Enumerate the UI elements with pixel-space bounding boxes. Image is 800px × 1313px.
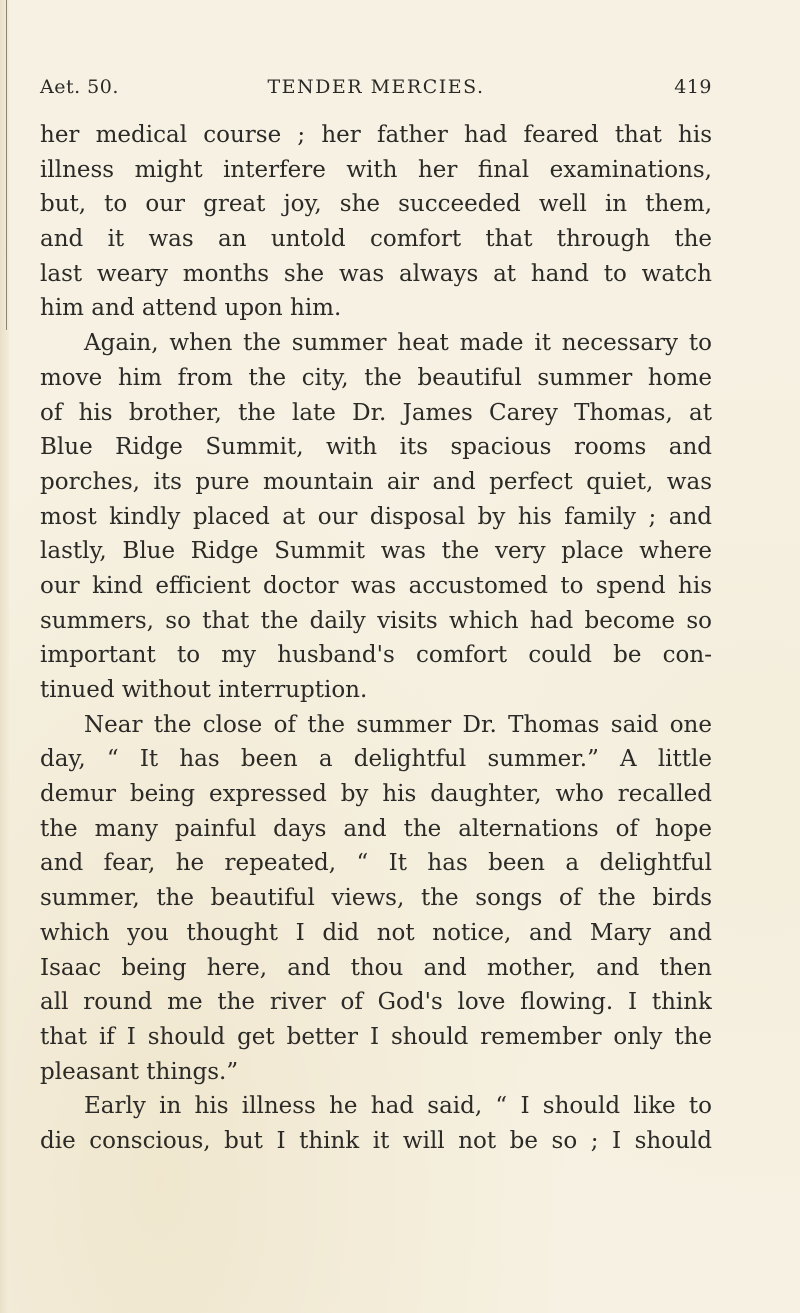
- text-line: and it was an untold comfort that through the: [40, 226, 712, 253]
- page-binding-edge: [0, 0, 9, 1313]
- text-line: the many painful days and the alternations of hope: [40, 815, 712, 842]
- text-line: day, “ It has been a delightful summer.” A little: [40, 746, 712, 773]
- text-line: Near the close of the summer Dr. Thomas said one: [84, 711, 712, 738]
- text-line: lastly, Blue Ridge Summit was the very place where: [40, 538, 712, 565]
- text-line: summers, so that the daily visits which had become so: [40, 607, 712, 634]
- header-chapter-title: TENDER MERCIES.: [267, 76, 485, 98]
- text-line: tinued without interruption.: [40, 677, 368, 703]
- text-line: him and attend upon him.: [40, 295, 342, 322]
- text-line: which you thought I did not notice, and Mary and: [40, 919, 712, 946]
- text-line: but, to our great joy, she succeeded well in them,: [40, 191, 712, 218]
- header-age-note: Aet. 50.: [40, 76, 119, 98]
- text-line: illness might interfere with her final examinations,: [40, 156, 712, 183]
- text-line: Blue Ridge Summit, with its spacious rooms and: [40, 434, 712, 461]
- binding-shadow-line: [6, 0, 7, 330]
- text-line: most kindly placed at our disposal by his family ; and: [40, 503, 712, 530]
- text-line: our kind efficient doctor was accustomed to spend his: [40, 572, 712, 599]
- text-line: demur being expressed by his daughter, who recalled: [40, 781, 712, 808]
- text-line: Isaac being here, and thou and mother, and then: [40, 954, 712, 981]
- page-number: 419: [674, 76, 712, 98]
- text-line: Again, when the summer heat made it necessary to: [84, 330, 712, 357]
- text-line: summer, the beautiful views, the songs of the birds: [40, 885, 712, 912]
- text-line: all round me the river of God's love flowing. I think: [40, 989, 712, 1016]
- body-text: [40, 118, 712, 1159]
- running-header: [40, 76, 712, 106]
- text-line: last weary months she was always at hand to watch: [40, 260, 712, 287]
- text-line: her medical course ; her father had feared that his: [40, 122, 712, 148]
- text-line: that if I should get better I should remember only the: [40, 1023, 712, 1050]
- text-line: move him from the city, the beautiful summer home: [40, 364, 712, 391]
- text-line: Early in his illness he had said, “ I should like to: [84, 1093, 712, 1120]
- text-line: and fear, he repeated, “ It has been a delightful: [40, 850, 712, 877]
- text-line: porches, its pure mountain air and perfect quiet, was: [40, 468, 712, 495]
- text-line: die conscious, but I think it will not be so ; I should: [40, 1127, 712, 1154]
- text-line: of his brother, the late Dr. James Carey Thomas, at: [40, 399, 712, 426]
- text-line: pleasant things.”: [40, 1058, 239, 1085]
- text-line: important to my husband's comfort could be con-: [40, 642, 712, 669]
